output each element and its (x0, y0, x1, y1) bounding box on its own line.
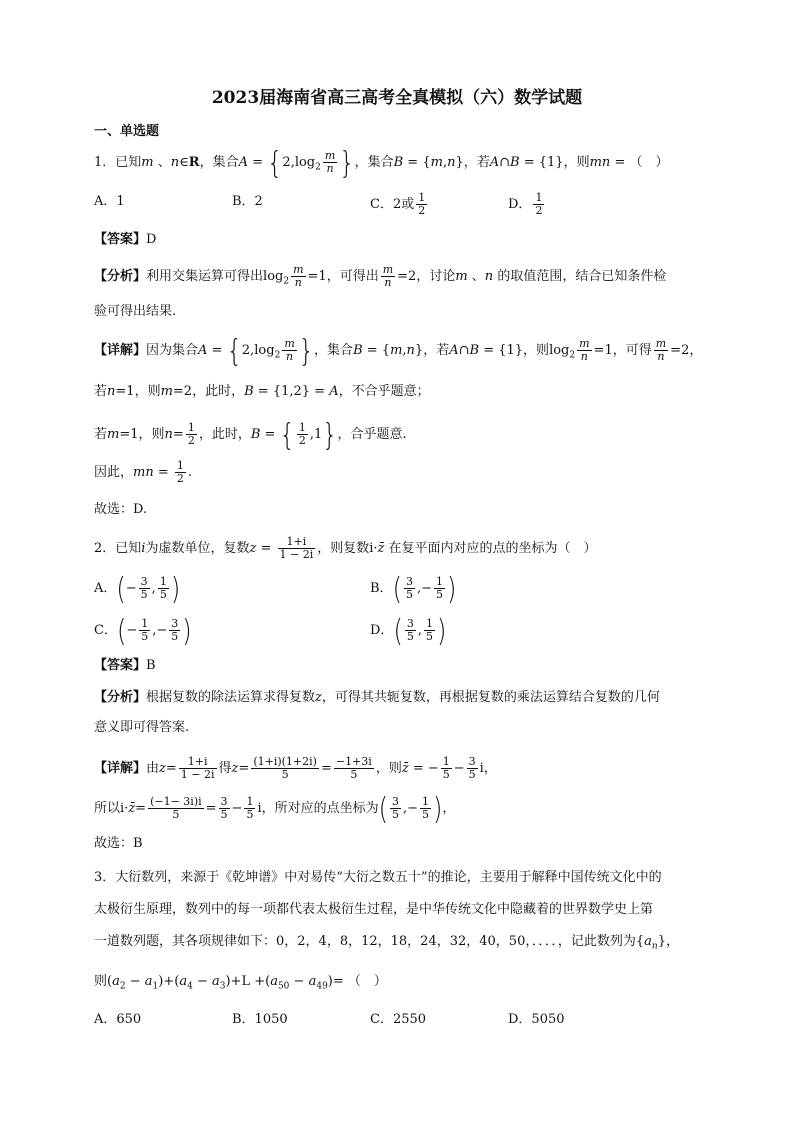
q3-stem-line-1: 3．大衍数列，来源于《乾坤谱》中对易传“大衍之数五十”的推论，主要用于解释中国传统文化中的 (94, 870, 662, 885)
q1-case-1: 若n=1，则m=2，此时，B = {1,2} = A，不合乎题意； (94, 384, 430, 399)
q3-option-c: C．2550 (370, 1012, 427, 1027)
q2-analysis: 【分析】根据复数的除法运算求得复数z，可得其共轭复数，再根据复数的乘法运算结合复数的几何 (94, 690, 660, 705)
q2-option-d: D．( $\frac{3}{5}$ , $\frac{1}{5}$ ) (370, 613, 447, 648)
q3-stem-line-2: 太极衍生原理，数列中的每一项都代表太极衍生过程，是中华传统文化中隐藏着的世界数学史上第 (94, 902, 654, 917)
q2-answer: 【答案】B (94, 658, 156, 673)
q1-analysis: 【分析】利用交集运算可得出$\log_2$ $\frac{m}{n}$ =1，可得出 $\frac{m}{n}$ =2，讨论m 、n 的取值范围，结合已知条件检 (94, 263, 667, 289)
q1-stem: 1．已知m 、n∈R，集合$A = \{2,\log_2$ $\frac{m}{n}$ }，集合B = {m,n}，若A∩B = {1}，则mn = （ ） (94, 145, 669, 180)
q1-answer: 【答案】D (94, 232, 157, 247)
q1-conclusion: 因此，mn = $\frac{1}{2}$ . (94, 459, 193, 485)
q1-option-d: D． $\frac{1}{2}$ (508, 191, 543, 217)
q2-option-c: C．(− $\frac{1}{5}$ ,− $\frac{3}{5}$ ) (94, 613, 192, 648)
q2-detail: 【详解】由z= $\frac{1+i}{1 - 2i}$ 得z= $\frac{(1+i)(1+2i)}{5}$ = $\frac{-1+3i}{5}$ ，则z̄ = − $\frac{1}{5}$ − $\frac{3}{5}$ i， (94, 755, 497, 781)
q2-option-a: A．(− $\frac{3}{5}$ , $\frac{1}{5}$ ) (94, 571, 181, 606)
q1-option-b: B．2 (232, 194, 263, 209)
q2-analysis-cont: 意义即可得答案. (94, 720, 190, 735)
q2-detail-2: 所以i·z̄= $\frac{(-1- 3i)i}{5}$ = $\frac{3}{5}$ − $\frac{1}{5}$ i，所对应的点坐标为( $\frac{3}{5}$ ,− $\frac{1}{5}$ )， (94, 791, 456, 826)
q1-option-a: A．1 (94, 194, 125, 209)
q1-analysis-cont: 验可得出结果. (94, 304, 177, 319)
q3-option-a: A．650 (94, 1012, 142, 1027)
q1-choose: 故选：D. (94, 502, 148, 517)
q1-detail: 【详解】因为集合$A = \{2,\log_2$ $\frac{m}{n}$ }，集合B = {m,n}，若A∩B = {1}，则$\log_2$ $\frac{m}{n}$ =1，可得 $\frac{m}{n}$ =2， (94, 333, 703, 368)
section-heading: 一、单选题 (94, 124, 160, 139)
q3-option-d: D．5050 (508, 1012, 565, 1027)
q3-stem-line-4: 则$(a_2 - a_1)+(a_4 - a_3)+L +(a_{50} - a_{49})=$ （ ） (94, 974, 387, 992)
page-title: 2023届海南省高三高考全真模拟（六）数学试题 (211, 88, 583, 108)
q2-stem: 2．已知i为虚数单位，复数z = $\frac{1+i}{1 - 2i}$ ，则复数i·z̄ 在复平面内对应的点的坐标为（ ） (94, 535, 597, 561)
q2-choose: 故选：B (94, 836, 143, 851)
q2-option-b: B．( $\frac{3}{5}$ ,− $\frac{1}{5}$ ) (370, 571, 457, 606)
q3-option-b: B．1050 (232, 1012, 288, 1027)
q1-case-2: 若m=1，则n= $\frac{1}{2}$ ，此时，B = { $\frac{1}{2}$ ,1}，合乎题意. (94, 417, 407, 452)
q3-stem-line-3: 一道数列题，其各项规律如下：0，2，4，8，12，18，24，32，40，50，．．．．，记此数列为$\{a_n\}$， (94, 934, 679, 952)
q1-option-c: C．2或 $\frac{1}{2}$ (370, 191, 426, 217)
